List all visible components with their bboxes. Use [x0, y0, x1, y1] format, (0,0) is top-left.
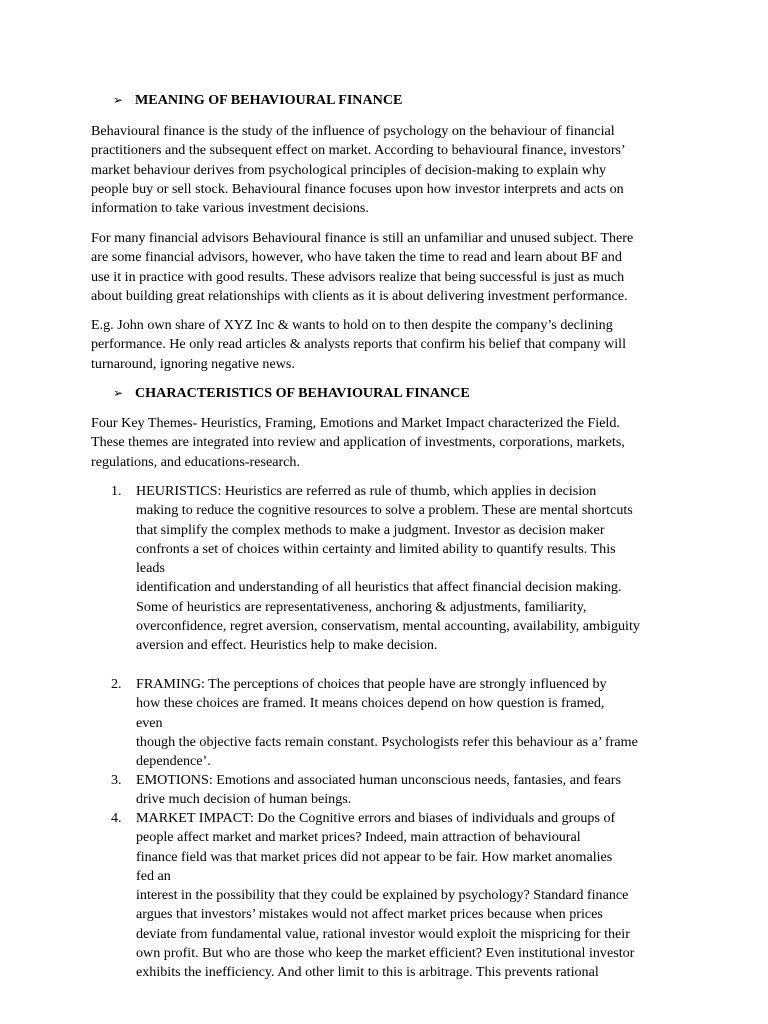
text-line: interest in the possibility that they could be explained by psychology? Standard finance — [136, 887, 629, 904]
list-number: 3. — [111, 772, 122, 788]
text-line: practitioners and the subsequent effect on market. According to behavioural finance, investors’ — [91, 142, 626, 159]
text-line: HEURISTICS: Heuristics are referred as rule of thumb, which applies in decision — [136, 483, 597, 499]
list-item-market-impact — [91, 809, 711, 983]
section-heading-characteristics — [113, 384, 470, 403]
text-line: EMOTIONS: Emotions and associated human unconscious needs, fantasies, and fears — [136, 772, 621, 788]
text-line: even — [136, 714, 163, 731]
paragraph-advisors — [91, 229, 691, 306]
list-item-emotions — [91, 771, 711, 810]
text-line: people buy or sell stock. Behavioural finance focuses upon how investor interprets and acts on — [91, 180, 624, 197]
text-line: market behaviour derives from psychological principles of decision-making to explain why — [91, 161, 607, 178]
text-line: overconfidence, regret aversion, conservatism, mental accounting, availability, ambiguity — [136, 618, 640, 635]
text-line: finance field was that market prices did not appear to be fair. How market anomalies — [136, 848, 613, 865]
text-line: are some financial advisors, however, who have taken the time to read and learn about BF and — [91, 249, 622, 266]
list-number: 4. — [111, 810, 122, 826]
text-line: aversion and effect. Heuristics help to make decision. — [136, 637, 438, 654]
text-line: confronts a set of choices within certainty and limited ability to quantify results. This — [136, 540, 616, 557]
heading-text: CHARACTERISTICS OF BEHAVIOURAL FINANCE — [135, 385, 470, 401]
text-line: Behavioural finance is the study of the influence of psychology on the behaviour of financial — [91, 123, 615, 139]
section-heading-meaning — [113, 91, 402, 110]
text-line: regulations, and educations-research. — [91, 453, 300, 470]
paragraph-example — [91, 316, 691, 374]
list-item-body — [136, 771, 711, 810]
text-line: drive much decision of human beings. — [136, 791, 352, 808]
text-line: MARKET IMPACT: Do the Cognitive errors and biases of individuals and groups of — [136, 810, 616, 826]
text-line: Four Key Themes- Heuristics, Framing, Emotions and Market Impact characterized the Field. — [91, 415, 620, 431]
text-line: information to take various investment decisions. — [91, 200, 369, 217]
text-line: These themes are integrated into review and application of investments, corporations, markets, — [91, 434, 625, 451]
list-item-framing — [91, 675, 711, 771]
text-line: deviate from fundamental value, rational investor would exploit the mispricing for their — [136, 925, 630, 942]
text-line: turnaround, ignoring negative news. — [91, 355, 295, 372]
text-line: how these choices are framed. It means choices depend on how question is framed, — [136, 695, 605, 712]
text-line: about building great relationships with clients as it is about delivering investment performance. — [91, 287, 628, 304]
text-line: own profit. But who are those who keep the market efficient? Even institutional investor — [136, 945, 635, 962]
text-line: performance. He only read articles & analysts reports that confirm his belief that company will — [91, 336, 626, 353]
list-number: 2. — [111, 676, 122, 692]
arrow-bullet-icon: ➢ — [113, 386, 124, 400]
paragraph-key-themes — [91, 414, 691, 472]
text-line: FRAMING: The perceptions of choices that people have are strongly influenced by — [136, 676, 607, 692]
text-line: exhibits the inefficiency. And other limit to this is arbitrage. This prevents rational — [136, 964, 599, 981]
list-item-body — [136, 482, 711, 656]
text-line: fed an — [136, 867, 171, 884]
list-item-body — [136, 809, 711, 983]
text-line: leads — [136, 560, 165, 577]
text-line: people affect market and market prices? Indeed, main attraction of behavioural — [136, 829, 581, 846]
text-line: that simplify the complex methods to make a judgment. Investor as decision maker — [136, 521, 605, 538]
paragraph-definition — [91, 122, 691, 218]
list-item-heuristics — [91, 482, 711, 656]
arrow-bullet-icon: ➢ — [113, 93, 124, 107]
text-line: For many financial advisors Behavioural finance is still an unfamiliar and unused subject. There — [91, 230, 634, 246]
text-line: dependence’. — [136, 753, 211, 770]
text-line: though the objective facts remain constant. Psychologists refer this behaviour as a’ frame — [136, 733, 638, 750]
text-line: Some of heuristics are representativeness, anchoring & adjustments, familiarity, — [136, 598, 587, 615]
list-number: 1. — [111, 483, 122, 499]
text-line: identification and understanding of all heuristics that affect financial decision making. — [136, 579, 622, 596]
text-line: making to reduce the cognitive resources to solve a problem. These are mental shortcuts — [136, 502, 633, 519]
text-line: use it in practice with good results. These advisors realize that being successful is just as much — [91, 268, 625, 285]
heading-text: MEANING OF BEHAVIOURAL FINANCE — [135, 92, 403, 108]
text-line: E.g. John own share of XYZ Inc & wants to hold on to then despite the company’s declining — [91, 317, 613, 333]
text-line: argues that investors’ mistakes would not affect market prices because when prices — [136, 906, 603, 923]
list-item-body — [136, 675, 711, 771]
